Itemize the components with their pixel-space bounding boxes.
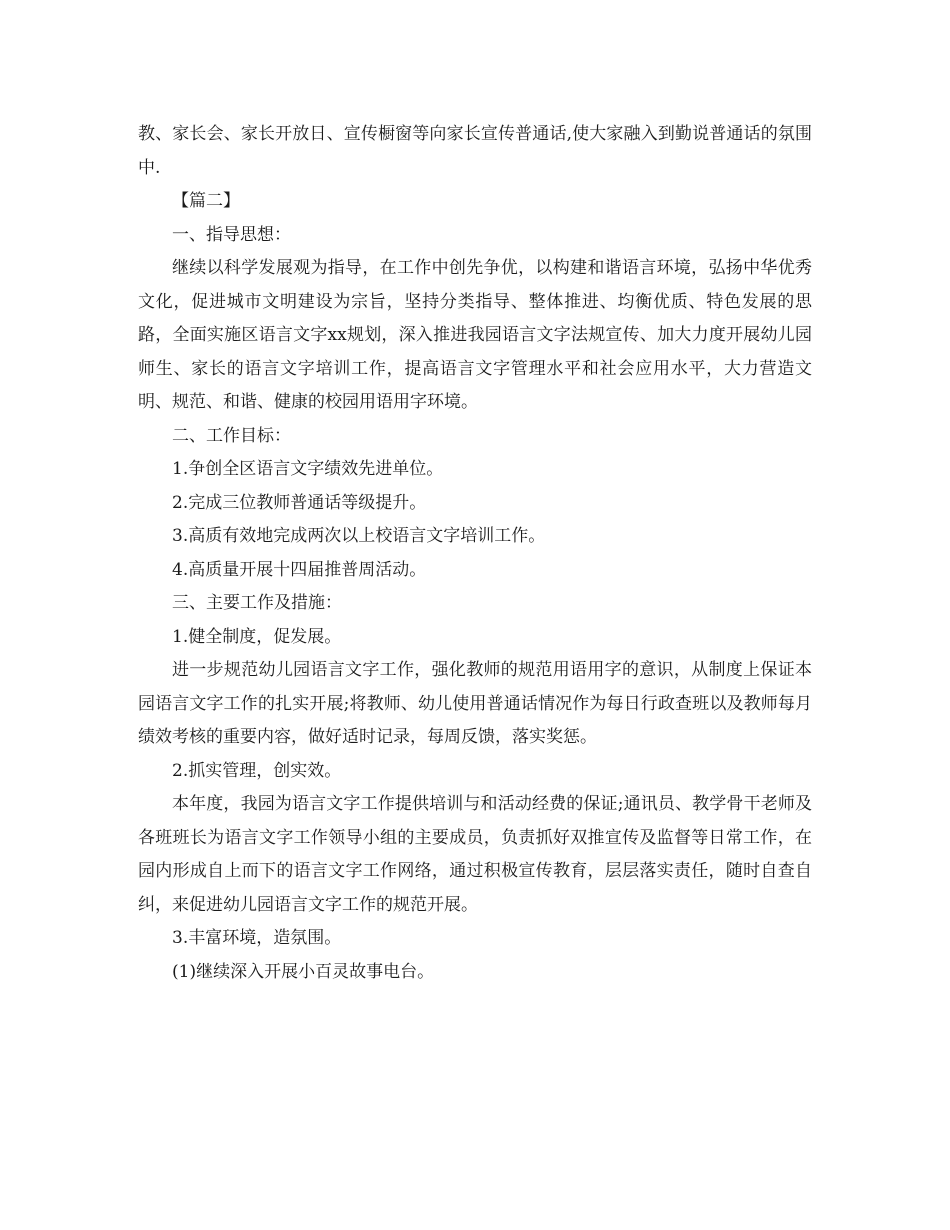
goal-item-3: 3.高质有效地完成两次以上校语言文字培训工作。 <box>172 526 546 546</box>
goal-item-4: 4.高质量开展十四届推普周活动。 <box>172 559 427 580</box>
paragraph-guiding-ideology: 继续以科学发展观为指导，在工作中创先争优，以构建和谐语言环境，弘扬中华优秀文化，促进城市文明建设为宗旨，坚持分类指导、整体推进、均衡优质、特色发展的思路，全面实施区语言文字xx规划，深入推进我园语言文字法规宣传、加大力度开展幼儿园师生、家长的语言文字培训工作，提高语言文字管理水平和社会应用水平，大力营造文明、规范、和谐、健康的校园用语用字环境。 <box>138 258 812 412</box>
goal-item-2: 2.完成三位教师普通话等级提升。 <box>172 492 427 513</box>
heading-work-goals: 二、工作目标： <box>172 425 291 446</box>
heading-main-work-measures: 三、主要工作及措施： <box>172 593 342 613</box>
measure-heading-2: 2.抓实管理，创实效。 <box>172 760 342 781</box>
measure-heading-3: 3.丰富环境，造氛围。 <box>172 928 342 948</box>
section-heading-part-two: 【篇二】 <box>172 191 240 211</box>
paragraph-measure-1: 进一步规范幼儿园语言文字工作，强化教师的规范用语用字的意识，从制度上保证本园语言文字工作的扎实开展;将教师、幼儿使用普通话情况作为每日行政查班以及教师每月绩效考核的重要内容，做好适时记录，每周反馈，落实奖惩。 <box>138 660 812 747</box>
heading-guiding-ideology: 一、指导思想： <box>172 224 291 245</box>
sub-item-1: (1)继续深入开展小百灵故事电台。 <box>172 961 435 982</box>
paragraph-measure-2: 本年度，我园为语言文字工作提供培训与和活动经费的保证;通讯员、教学骨干老师及各班班长为语言文字工作领导小组的主要成员，负责抓好双推宣传及监督等日常工作，在园内形成自上而下的语言文字工作网络，通过积极宣传教育，层层落实责任，随时自查自纠，来促进幼儿园语言文字工作的规范开展。 <box>138 794 812 915</box>
goal-item-1: 1.争创全区语言文字绩效先进单位。 <box>172 459 444 479</box>
measure-heading-1: 1.健全制度，促发展。 <box>172 626 342 647</box>
paragraph-continuation: 教、家长会、家长开放日、宣传橱窗等向家长宣传普通话,使大家融入到勤说普通话的氛围中. <box>138 124 812 178</box>
